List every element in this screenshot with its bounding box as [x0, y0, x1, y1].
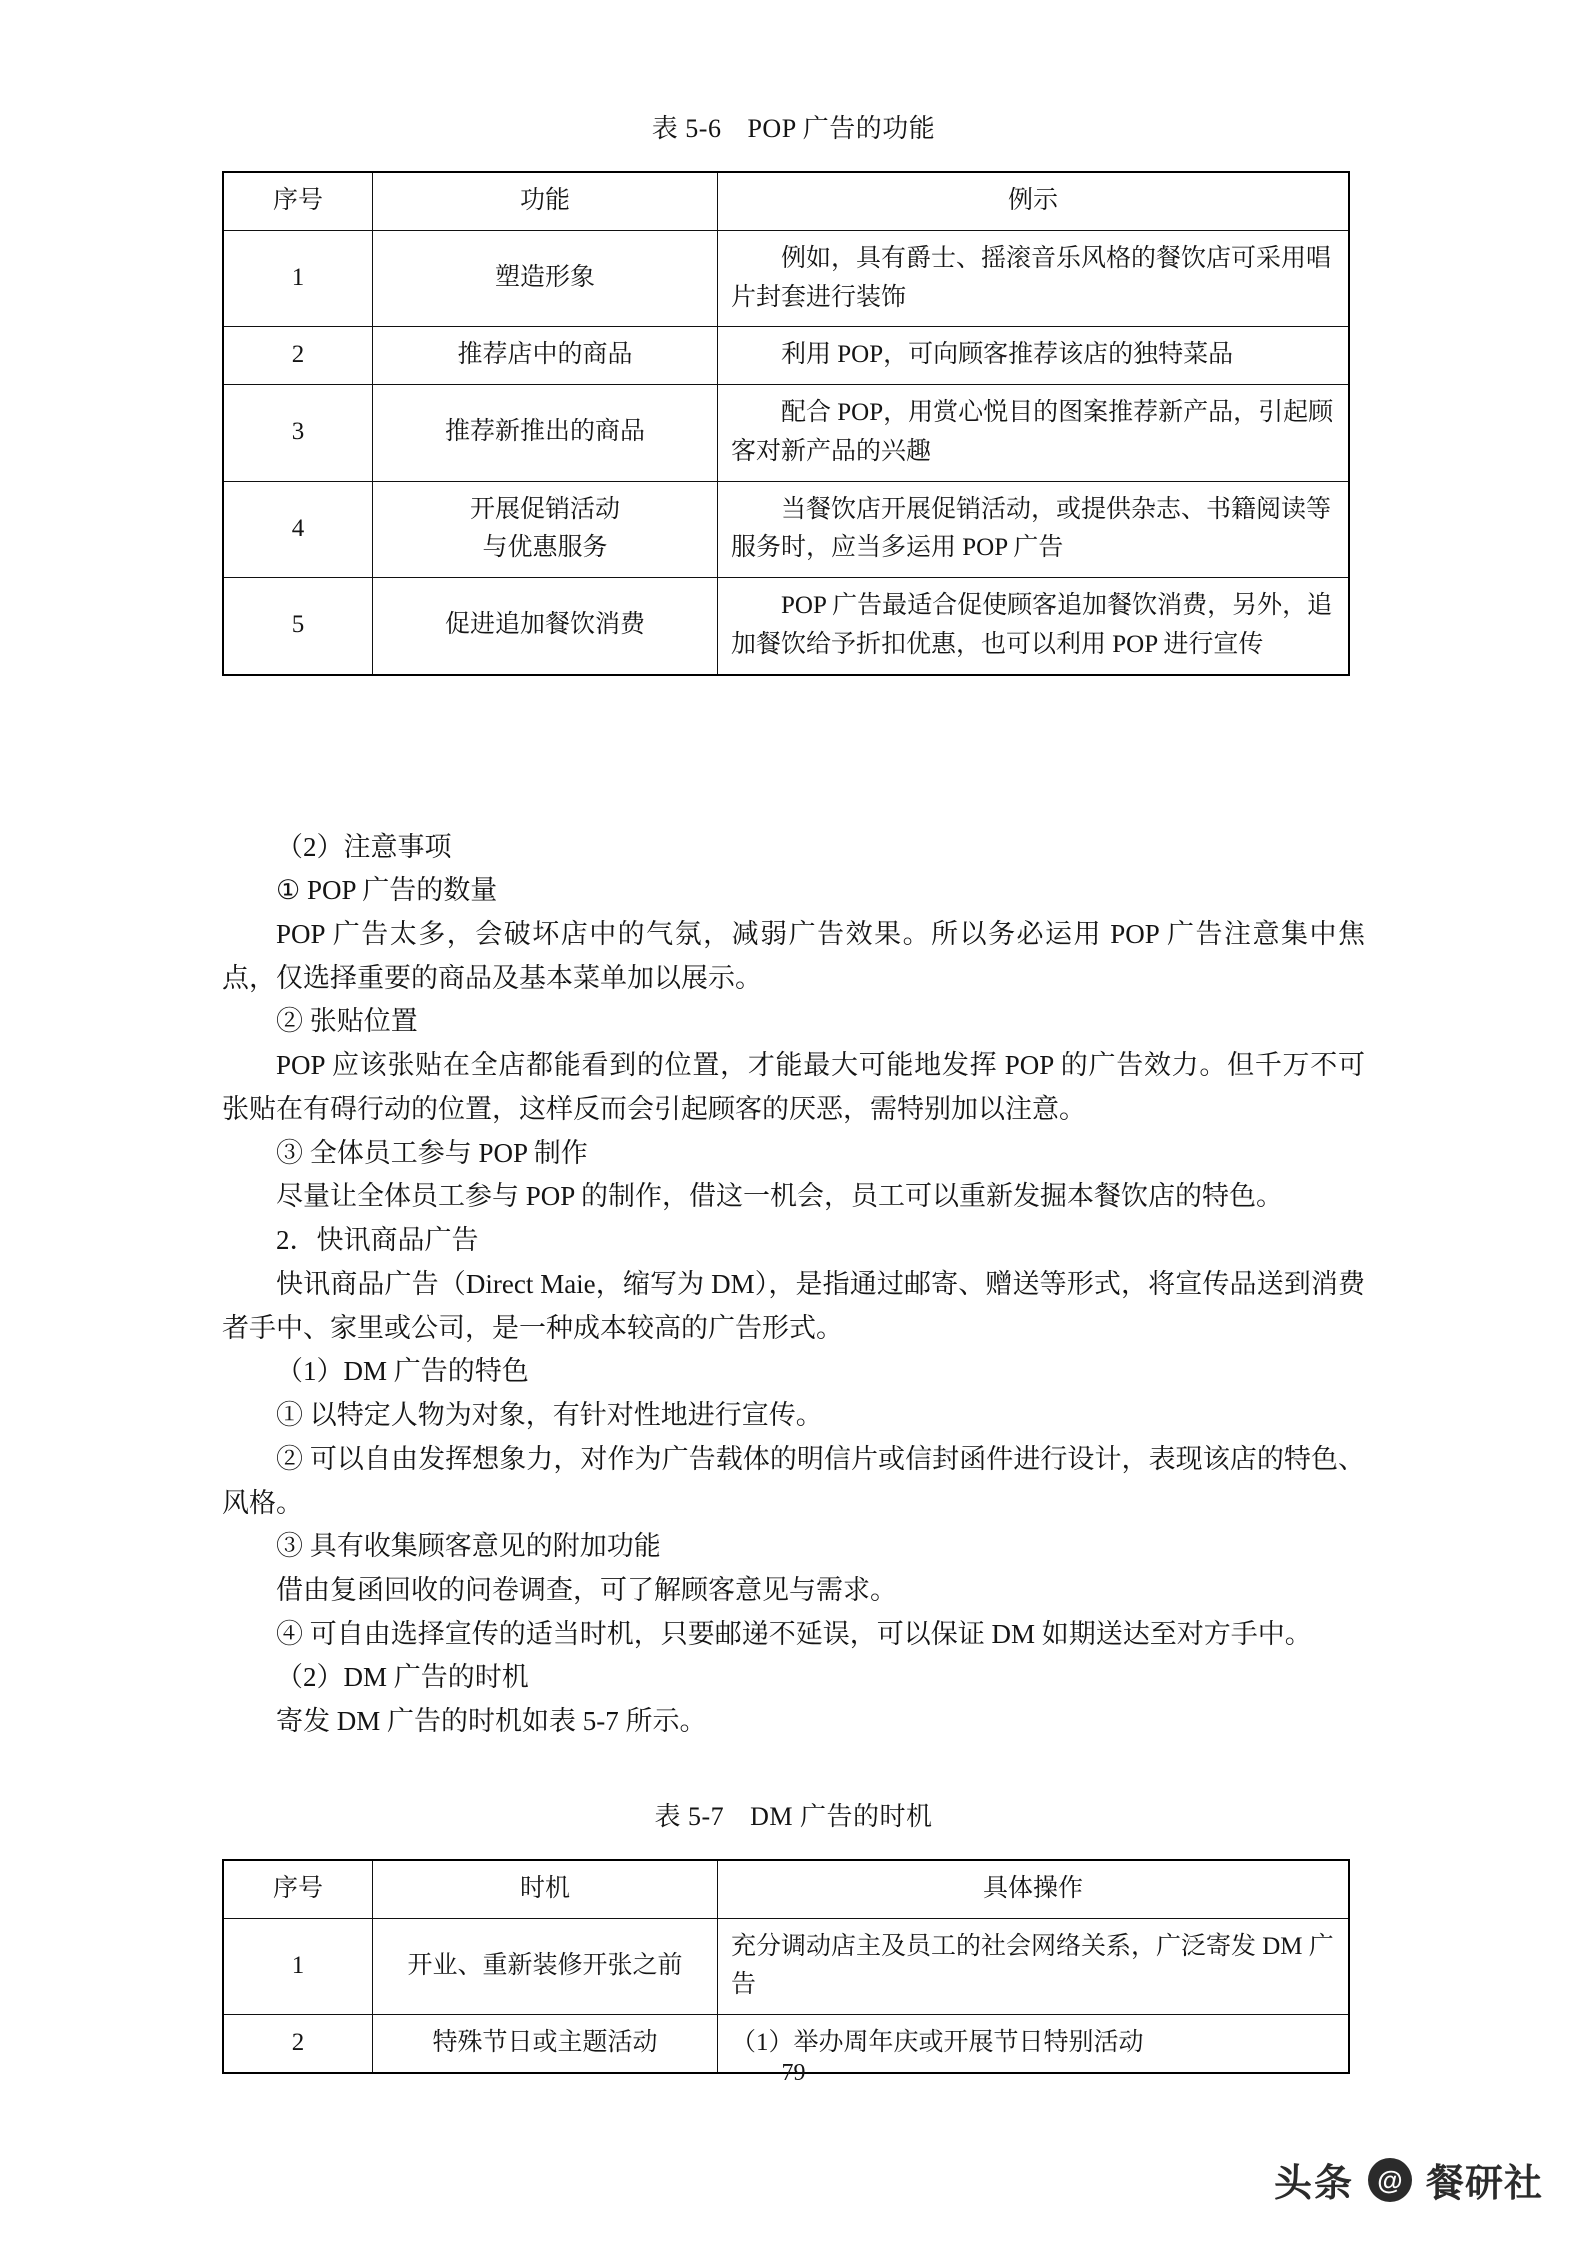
table-5-6-caption — [222, 108, 1365, 145]
paragraph-dm-timing-heading: （2）DM 广告的时机 — [276, 1662, 529, 1693]
paragraph-item-1-body: POP 广告太多，会破坏店中的气氛，减弱广告效果。所以务必运用 POP 广告注意集中焦点，仅选择重要的商品及基本菜单加以展示。 — [222, 918, 1365, 993]
row-example: 例如，具有爵士、摇滚音乐风格的餐饮店可采用唱片封套进行装饰 — [718, 230, 1350, 327]
row-function: 推荐新推出的商品 — [373, 385, 718, 482]
top-margin-spacer — [222, 0, 1365, 108]
row-function-line-1: 开展促销活动 — [469, 495, 620, 523]
row-timing: 开业、重新装修开张之前 — [373, 1918, 718, 2015]
row-no: 3 — [223, 385, 373, 482]
table-5-6-header-no: 序号 — [223, 172, 373, 230]
paragraph-item-2-body: POP 应该张贴在全店都能看到的位置，才能最大可能地发挥 POP 的广告效力。但千万不可张贴在有碍行动的位置，这样反而会引起顾客的厌恶，需特别加以注意。 — [222, 1050, 1365, 1124]
table-row — [223, 481, 1349, 578]
table-row — [223, 327, 1349, 385]
table-5-6-caption-label: 表 5-6 — [651, 114, 722, 143]
paragraph-item-3-body: 尽量让全体员工参与 POP 的制作，借这一机会，员工可以重新发掘本餐饮店的特色。 — [276, 1181, 1284, 1212]
row-no: 2 — [223, 327, 373, 385]
row-example: 配合 POP，用赏心悦目的图案推荐新产品，引起顾客对新产品的兴趣 — [718, 385, 1350, 482]
row-function — [373, 481, 718, 578]
row-timing: 特殊节日或主题活动 — [373, 2015, 718, 2073]
row-function: 塑造形象 — [373, 230, 718, 327]
paragraph-dm-features-heading: （1）DM 广告的特色 — [276, 1356, 529, 1387]
table-row — [223, 230, 1349, 327]
before-table-57-spacer — [222, 1744, 1365, 1796]
page-number: 79 — [781, 2060, 806, 2086]
row-example: 利用 POP，可向顾客推荐该店的独特菜品 — [718, 327, 1350, 385]
row-function: 推荐店中的商品 — [373, 327, 718, 385]
row-no: 4 — [223, 481, 373, 578]
watermark — [1274, 2152, 1543, 2207]
paragraph-dm-feature-4: ④ 可自由选择宣传的适当时机，只要邮递不延误，可以保证 DM 如期送达至对方手中。 — [276, 1618, 1312, 1649]
table-header-row — [223, 172, 1349, 230]
caption-gap-1 — [222, 145, 1365, 171]
table-row — [223, 578, 1349, 675]
table-5-7-caption-label: 表 5-7 — [654, 1801, 725, 1831]
paragraph-item-3-heading: ③ 全体员工参与 POP 制作 — [276, 1137, 588, 1168]
table-5-6-caption-title: POP 广告的功能 — [747, 114, 936, 143]
table-row — [223, 1918, 1349, 2015]
row-function: 促进追加餐饮消费 — [373, 578, 718, 675]
table-5-6-header-function: 功能 — [373, 172, 718, 230]
paragraph-dm-feature-1: ① 以特定人物为对象，有针对性地进行宣传。 — [276, 1400, 823, 1431]
row-action: 充分调动店主及员工的社会网络关系，广泛寄发 DM 广告 — [718, 1918, 1350, 2015]
row-example: 当餐饮店开展促销活动，或提供杂志、书籍阅读等服务时，应当多运用 POP 广告 — [718, 481, 1350, 578]
table-5-7-header-timing: 时机 — [373, 1860, 718, 1918]
watermark-brand-label: 餐研社 — [1425, 2163, 1543, 2205]
paragraph-dm-timing-body: 寄发 DM 广告的时机如表 5-7 所示。 — [276, 1706, 707, 1737]
watermark-source-label: 头条 — [1273, 2163, 1354, 2205]
table-5-6-header-example: 例示 — [718, 172, 1350, 230]
after-table-spacer — [222, 676, 1365, 826]
table-5-7 — [222, 1859, 1350, 2074]
table-5-7-caption-title: DM 广告的时机 — [750, 1801, 933, 1831]
table-5-7-header-no: 序号 — [223, 1860, 373, 1918]
table-5-7-caption — [222, 1796, 1365, 1833]
paragraph-dm-definition: 快讯商品广告（Direct Maie，缩写为 DM），是指通过邮寄、赠送等形式，将宣传品送到消费者手中、家里或公司，是一种成本较高的广告形式。 — [222, 1268, 1365, 1343]
row-action: （1）举办周年庆或开展节日特别活动 — [718, 2015, 1350, 2073]
page-content — [222, 0, 1365, 2074]
paragraph-dm-feature-3-body: 借由复函回收的问卷调查，可了解顾客意见与需求。 — [276, 1574, 897, 1605]
row-no: 1 — [223, 230, 373, 327]
row-no: 2 — [223, 2015, 373, 2073]
table-row — [223, 385, 1349, 482]
paragraph-section-2-heading: 2．快讯商品广告 — [276, 1225, 479, 1256]
row-example: POP 广告最适合促使顾客追加餐饮消费，另外，追加餐饮给予折扣优惠，也可以利用 POP 进行宣传 — [718, 578, 1350, 675]
paragraph-dm-feature-3: ③ 具有收集顾客意见的附加功能 — [276, 1531, 661, 1562]
table-5-6 — [222, 171, 1350, 676]
table-header-row — [223, 1860, 1349, 1918]
paragraph-item-1-heading: ① POP 广告的数量 — [276, 875, 498, 906]
row-no: 5 — [223, 578, 373, 675]
paragraph-dm-feature-2: ② 可以自由发挥想象力，对作为广告载体的明信片或信封函件进行设计，表现该店的特色、风格。 — [222, 1443, 1365, 1518]
watermark-at-icon: @ — [1368, 2158, 1412, 2202]
table-5-7-header-action: 具体操作 — [718, 1860, 1350, 1918]
caption-gap-2 — [222, 1833, 1365, 1859]
paragraph-notes-heading: （2）注意事项 — [276, 831, 452, 862]
paragraph-item-2-heading: ② 张贴位置 — [276, 1006, 418, 1037]
row-no: 1 — [223, 1918, 373, 2015]
row-function-line-2: 与优惠服务 — [482, 534, 608, 562]
